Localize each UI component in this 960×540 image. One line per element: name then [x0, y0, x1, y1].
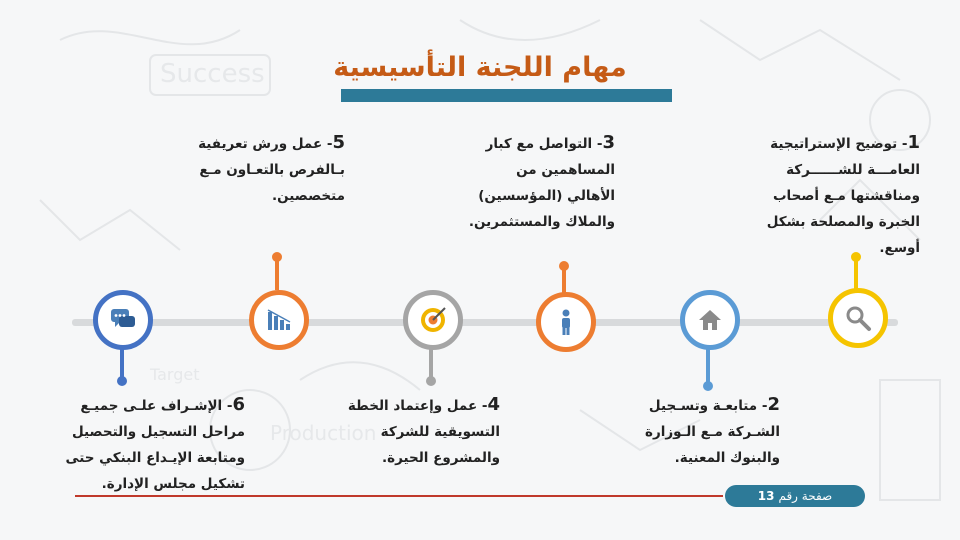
page-number: 13	[757, 489, 775, 503]
stem-6	[120, 345, 124, 380]
svg-text:Production: Production	[270, 421, 377, 445]
stem-dot-3	[559, 261, 569, 271]
stem-1	[854, 258, 858, 290]
target-icon	[419, 306, 447, 334]
task-2-description: - متابعـة وتسـجيل الشـركة مـع الـوزارة والبنوك المعنية.	[645, 398, 780, 466]
page-label: صفحة رقم	[778, 489, 833, 503]
stem-3	[562, 267, 566, 294]
stem-dot-6	[117, 376, 127, 386]
page-number-badge	[725, 485, 865, 507]
task-4-text	[335, 392, 500, 471]
task-2-text	[620, 392, 780, 471]
task-6-number: 6	[232, 394, 245, 415]
page-title: مهام اللجنة التأسيسية	[333, 52, 627, 83]
person-icon	[552, 308, 580, 336]
task-6-text	[45, 392, 245, 497]
task-6-circle	[93, 290, 153, 350]
task-2-circle	[680, 290, 740, 350]
home-icon	[696, 306, 724, 334]
stem-dot-5	[272, 252, 282, 262]
task-3-description: - التواصل مع كبار المساهمين من الأهالي (المؤسسين) والملاك والمستثمرين.	[468, 136, 615, 230]
stem-5	[275, 258, 279, 290]
svg-text:Success: Success	[160, 59, 265, 89]
stem-4	[429, 345, 433, 380]
chat-icon	[109, 306, 137, 334]
timeline-line	[72, 319, 898, 326]
svg-text:Target: Target	[150, 365, 200, 384]
task-6-description: - الإشـراف علـى جميـع مراحل التسجيل والتحصيل ومتابعة الإيـداع البنكي حتى تشكيل مجلس الإدارة.	[65, 398, 245, 492]
stem-dot-2	[703, 381, 713, 391]
task-5-number: 5	[332, 132, 345, 153]
task-1-circle	[828, 288, 888, 348]
task-3-circle	[536, 292, 596, 352]
chart-icon	[265, 306, 293, 334]
task-1-text	[745, 130, 920, 261]
task-4-circle	[403, 290, 463, 350]
task-4-description: - عمل وإعتماد الخطة التسويقية للشركة والمشروع الحيرة.	[347, 398, 500, 466]
task-5-circle	[249, 290, 309, 350]
task-3-number: 3	[602, 132, 615, 153]
task-5-text	[170, 130, 345, 209]
task-4-number: 4	[487, 394, 500, 415]
task-1-description: - توضيح الإستراتيجية العامـــة للشــــــركة ومناقشتها مـع أصحاب الخبرة والمصلحة بشكل أوسع.	[766, 136, 920, 256]
search-icon	[844, 304, 872, 332]
task-3-text	[465, 130, 615, 235]
task-5-description: - عمل ورش تعريفية بـالفرص بالتعـاون مـع متخصصين.	[198, 136, 345, 204]
stem-2	[706, 345, 710, 385]
task-2-number: 2	[767, 394, 780, 415]
title-underline-bar	[341, 89, 672, 102]
stem-dot-4	[426, 376, 436, 386]
task-1-number: 1	[907, 132, 920, 153]
footer-line	[75, 495, 723, 497]
